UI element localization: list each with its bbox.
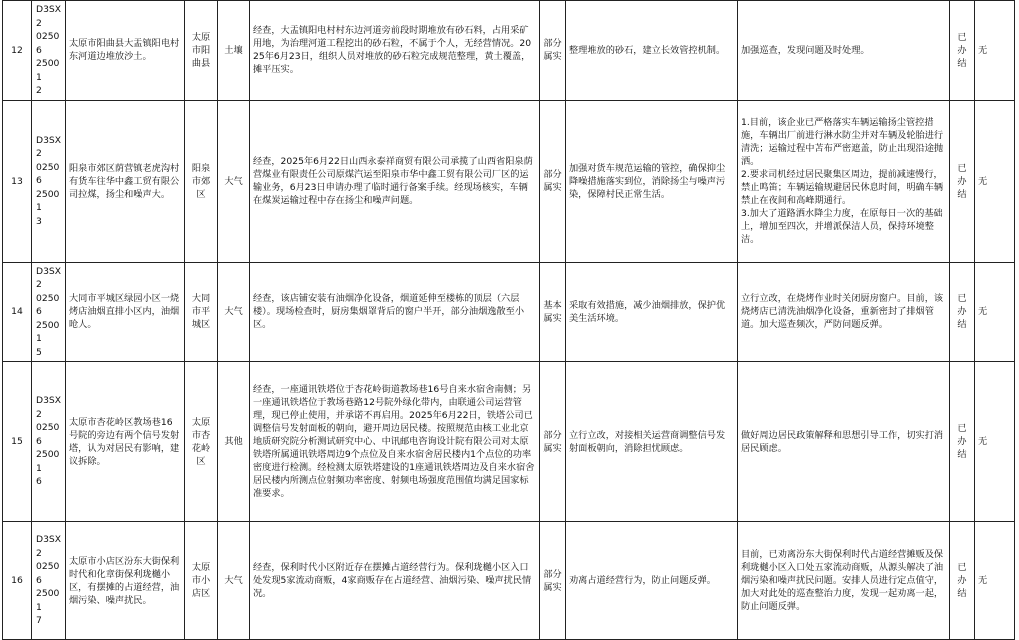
handling-requirement-cell bbox=[566, 1, 738, 101]
administrative-area-cell bbox=[185, 1, 218, 101]
accountability-cell bbox=[975, 262, 1015, 362]
verification-result-cell bbox=[540, 1, 566, 101]
case-id-cell bbox=[32, 262, 66, 362]
verification-result-cell bbox=[540, 522, 566, 640]
accountability-cell bbox=[975, 1, 1015, 101]
case-id-cell bbox=[32, 362, 66, 522]
completion-status: 已办结 bbox=[957, 162, 967, 200]
row-number-cell bbox=[3, 362, 32, 522]
investigation-finding: 经查，2025年6月22日山西永泰祥商贸有限公司承揽了山西省阳泉荫营煤业有限责任公司原煤汽运至阳泉市华中鑫工贸有限公司厂区的运输业务，6月23日申请办理了临时通行备案手续。经现场核实，车辆在煤炭运输过程中存在扬尘和噪声问题。 bbox=[253, 156, 533, 206]
handling-measures: 做好周边居民政策解释和思想引导工作，切实打消居民顾虑。 bbox=[741, 429, 944, 454]
pollution-type-cell bbox=[218, 362, 250, 522]
completion-status-cell bbox=[950, 362, 975, 522]
pollution-type-cell bbox=[218, 100, 250, 262]
accountability: 无 bbox=[978, 306, 988, 318]
investigation-finding: 经查，大盂镇阳电村村东边河道旁前段时期堆放有砂石料，占用采矿用地，为治理河道工程挖出的砂石粒，不属于个人，无经营情况。2025年6月23日，组织人员对堆放的砂石粒完成规范整理，黄土覆盖，摊平压实。 bbox=[253, 25, 532, 76]
handling-measures: 立行立改，在烧烤作业时关闭厨房窗户。目前，该烧烤店已清洗油烟净化设备，重新密封了排烟管道。加大巡查频次，严防问题反弹。 bbox=[741, 293, 944, 331]
investigation-finding: 经查，一座通讯铁塔位于杏花岭街道教场巷16号自来水宿舍南侧；另一座通讯铁塔位于教场巷路12号院外绿化带内，由联通公司运营管理，现已停止使用，并承诺不再启用。2025年6月22日，铁塔公司已调整信号发射面板的朝向，避开周边居民楼。按照规范由核工业北京地质研究院分析测试研究中心、中讯邮电咨询设计院有限公司对太原铁塔所属通讯铁塔周边9个点位及自来水宿舍居民楼内1个点位的功率密度进行检测。经检测太原铁塔建设的1座通讯铁塔周边及自来水宿舍居民楼内所测点位射频功率密度、射频电场强度范围值均满足国家标准要求。 bbox=[253, 384, 535, 499]
accountability: 无 bbox=[978, 175, 988, 187]
completion-status-cell bbox=[950, 262, 975, 362]
completion-status: 已办结 bbox=[957, 423, 967, 460]
handling-requirement-cell bbox=[566, 100, 738, 262]
investigation-finding-cell bbox=[250, 1, 540, 101]
pollution-type-cell bbox=[218, 522, 250, 640]
handling-measures-cell bbox=[738, 100, 950, 262]
accountability: 无 bbox=[978, 575, 988, 586]
administrative-area: 太原市阳曲县 bbox=[191, 31, 211, 69]
complaint-content-cell bbox=[66, 262, 185, 362]
case-id-cell bbox=[32, 522, 66, 640]
case-id-line: 6 bbox=[36, 476, 42, 488]
complaint-content-cell bbox=[66, 100, 185, 262]
handling-requirement-cell bbox=[566, 362, 738, 522]
complaint-content-cell bbox=[66, 1, 185, 101]
handling-requirement-cell bbox=[566, 522, 738, 640]
table-row bbox=[3, 522, 1015, 640]
completion-status-cell bbox=[950, 1, 975, 101]
administrative-area: 太原市杏花岭区 bbox=[191, 416, 211, 467]
investigation-finding-cell bbox=[250, 522, 540, 640]
investigation-finding: 经查，该店铺安装有油烟净化设备，烟道延伸至楼栋的顶层（六层楼）。现场检查时，厨房集烟罩背后的窗户半开，部分油烟逸散至小区。 bbox=[253, 293, 525, 331]
row-number-cell bbox=[3, 1, 32, 101]
complaint-content-cell bbox=[66, 522, 185, 640]
case-id-line: 25001 bbox=[36, 588, 60, 613]
case-id-line: 5 bbox=[36, 346, 42, 358]
pollution-type: 大气 bbox=[224, 175, 243, 187]
complaint-content: 大同市平城区绿园小区一烧烤店油烟直排小区内，油烟呛人。 bbox=[69, 293, 180, 331]
case-id-line: 3 bbox=[36, 215, 42, 227]
administrative-area-cell bbox=[185, 362, 218, 522]
case-id-line: 02506 bbox=[36, 31, 60, 56]
verification-result: 部分属实 bbox=[543, 38, 562, 63]
administrative-area-cell bbox=[185, 522, 218, 640]
completion-status: 已办结 bbox=[957, 293, 967, 331]
case-id-line: D3SX2 bbox=[36, 534, 62, 559]
investigation-finding-cell bbox=[250, 362, 540, 522]
handling-requirement: 采取有效措施，减少油烟排放，保护优美生活环境。 bbox=[569, 299, 726, 324]
pollution-type: 大气 bbox=[224, 306, 243, 318]
pollution-type: 大气 bbox=[224, 575, 243, 586]
handling-measures-cell bbox=[738, 1, 950, 101]
verification-result-cell bbox=[540, 100, 566, 262]
handling-requirement-cell bbox=[566, 262, 738, 362]
completion-status: 已办结 bbox=[957, 31, 967, 69]
accountability: 无 bbox=[978, 436, 988, 447]
verification-result: 部分属实 bbox=[543, 169, 562, 193]
administrative-area: 大同市平城区 bbox=[191, 293, 211, 331]
case-id-line: 25001 bbox=[36, 319, 60, 344]
completion-status: 已办结 bbox=[957, 562, 967, 599]
complaint-content: 太原市小店区汾东大街保利时代和化章街保利珑樾小区，有摆摊的占道经营，油烟污染、噪声扰民。 bbox=[69, 555, 180, 606]
row-number: 16 bbox=[11, 575, 23, 586]
case-id-cell bbox=[32, 1, 66, 101]
case-id-line: 02506 bbox=[36, 292, 60, 317]
pollution-type: 土壤 bbox=[224, 44, 243, 56]
row-number-cell bbox=[3, 100, 32, 262]
handling-measures: 目前，已劝离汾东大街保利时代占道经营摊贩及保利珑樾小区入口处五家流动商贩，从源头解决了油烟污染和噪声扰民问题。安排人员进行定点值守，加大对此处的巡查整治力度，发现一起劝离一起，防止问题反弹。 bbox=[741, 549, 944, 612]
row-number-cell bbox=[3, 522, 32, 640]
case-id-line: 02506 bbox=[36, 422, 60, 447]
verification-result-cell bbox=[540, 262, 566, 362]
administrative-area-cell bbox=[185, 262, 218, 362]
accountability-cell bbox=[975, 362, 1015, 522]
accountability-cell bbox=[975, 100, 1015, 262]
case-id-line: D3SX2 bbox=[36, 265, 62, 290]
case-id-line: 25001 bbox=[36, 188, 60, 214]
complaint-content: 阳泉市郊区荫营镇老虎沟村有货车往华中鑫工贸有限公司拉煤，扬尘和噪声大。 bbox=[69, 162, 180, 200]
pollution-type-cell bbox=[218, 262, 250, 362]
handling-measures-cell bbox=[738, 362, 950, 522]
case-id-line: 2 bbox=[36, 85, 42, 96]
verification-result: 部分属实 bbox=[543, 568, 562, 593]
row-number: 14 bbox=[11, 306, 23, 318]
case-id-line: 02506 bbox=[36, 561, 60, 586]
handling-requirement: 劝离占道经营行为，防止问题反弹。 bbox=[569, 575, 716, 586]
handling-requirement: 整理堆放的砂石，建立长效管控机制。 bbox=[569, 44, 726, 56]
administrative-area: 阳泉市郊区 bbox=[191, 162, 211, 200]
table-row bbox=[3, 262, 1015, 362]
pollution-type-cell bbox=[218, 1, 250, 101]
handling-measures-cell bbox=[738, 262, 950, 362]
verification-result: 部分属实 bbox=[543, 429, 562, 454]
completion-status-cell bbox=[950, 100, 975, 262]
table-row bbox=[3, 362, 1015, 522]
case-id-line: D3SX2 bbox=[36, 395, 62, 420]
verification-result: 基本属实 bbox=[543, 299, 562, 324]
handling-measures-cell bbox=[738, 522, 950, 640]
row-number-cell bbox=[3, 262, 32, 362]
case-id-line: 25001 bbox=[36, 58, 60, 83]
case-id-line: 25001 bbox=[36, 449, 60, 474]
complaint-content: 太原市杏花岭区教场巷16号院的旁边有两个信号发射塔，认为对居民有影响，建议拆除。 bbox=[69, 416, 180, 467]
accountability-cell bbox=[975, 522, 1015, 640]
investigation-finding-cell bbox=[250, 100, 540, 262]
row-number: 15 bbox=[11, 436, 23, 447]
complaint-content: 太原市阳曲县大盂镇阳电村东河道边堆放沙土。 bbox=[69, 38, 180, 63]
handling-requirement: 立行立改，对接相关运营商调整信号发射面板朝向，消除担忧顾虑。 bbox=[569, 429, 726, 454]
case-id-line: D3SX2 bbox=[36, 134, 62, 160]
case-id-line: 7 bbox=[36, 615, 42, 627]
pollution-type: 其他 bbox=[224, 436, 243, 447]
case-id-line: D3SX2 bbox=[36, 4, 62, 29]
handling-measures: 加强巡查，发现问题及时处理。 bbox=[741, 44, 870, 56]
investigation-finding: 经查，保利时代小区附近存在摆摊占道经营行为。保利珑樾小区入口处发现5家流动商贩，4家商贩存在占道经营、油烟污染、噪声扰民情况。 bbox=[253, 562, 532, 599]
row-number: 12 bbox=[11, 44, 23, 56]
table-row bbox=[3, 100, 1015, 262]
administrative-area: 太原市小店区 bbox=[191, 562, 211, 599]
case-id-cell bbox=[32, 100, 66, 262]
administrative-area-cell bbox=[185, 100, 218, 262]
completion-status-cell bbox=[950, 522, 975, 640]
case-table bbox=[2, 0, 1015, 640]
case-id-line: 02506 bbox=[36, 161, 60, 187]
investigation-finding-cell bbox=[250, 262, 540, 362]
handling-requirement: 加强对货车规范运输的管控，确保抑尘降噪措施落实到位，消除扬尘与噪声污染，保障村民正常生活。 bbox=[569, 162, 726, 200]
handling-measures: 1.目前，该企业已严格落实车辆运输扬尘管控措施，车辆出厂前进行淋水防尘并对车辆及轮胎进行清洗；运输过程中苫布严密遮盖，防止出现沿途抛洒。 2.要求司机经过居民聚集区周边，提前减速慢行，禁止鸣笛；车辆运输规避居民休息时间，明确车辆禁止在夜间和高峰期通行。 3.加大了道路洒水降尘力度，在原每日一次的基础上，增加至四次，并增派保洁人员，保持环境整洁。 bbox=[741, 117, 944, 245]
row-number: 13 bbox=[11, 175, 23, 187]
verification-result-cell bbox=[540, 362, 566, 522]
complaint-content-cell bbox=[66, 362, 185, 522]
table-row bbox=[3, 1, 1015, 101]
accountability: 无 bbox=[978, 44, 988, 56]
